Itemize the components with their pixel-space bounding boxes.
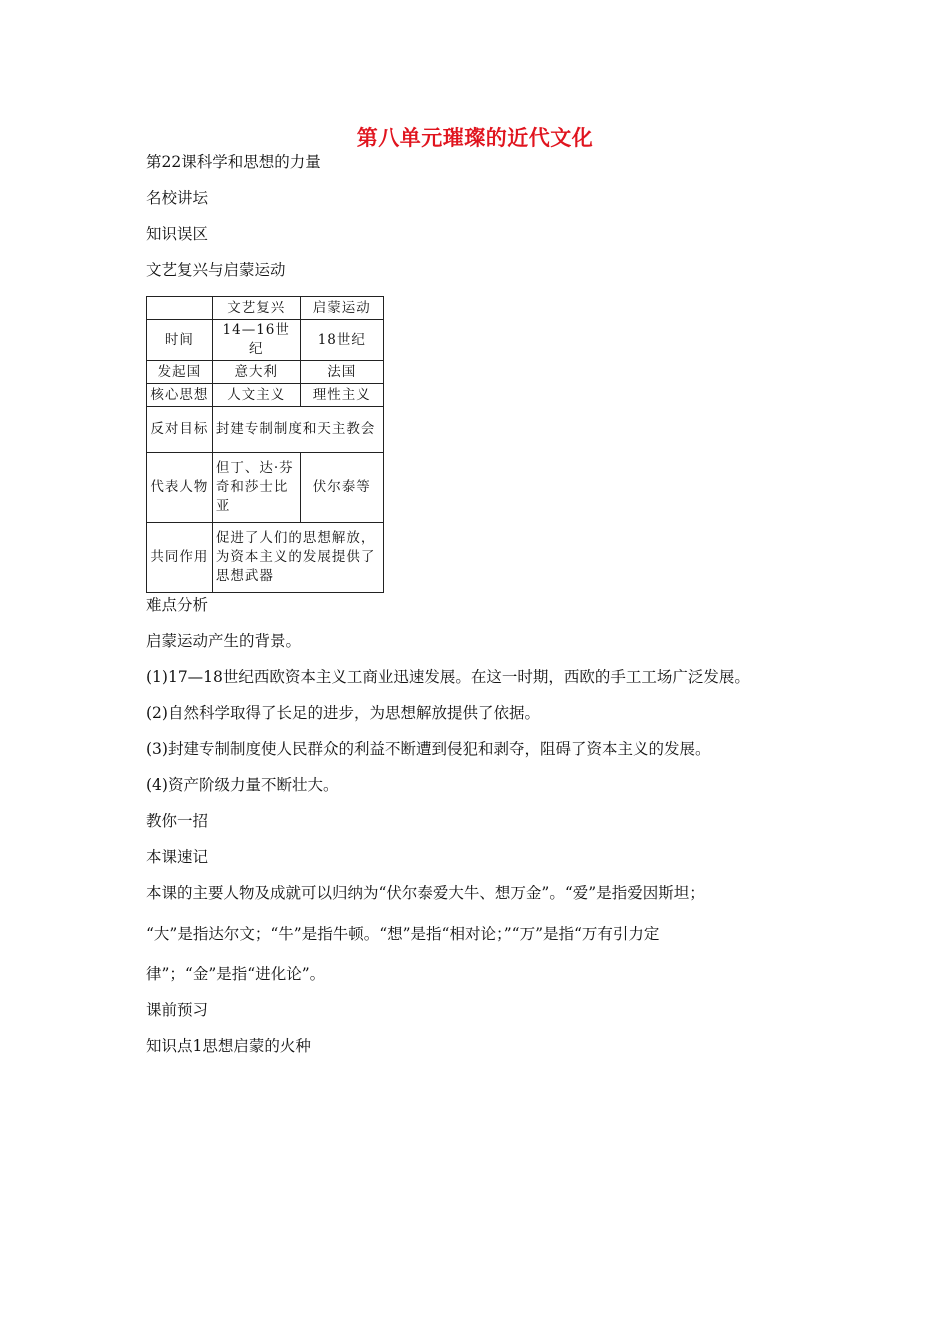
memo-line: 本课的主要人物及成就可以归纳为“伏尔泰爱大牛、想万金”。“爱”是指爱因斯坦；	[146, 884, 705, 902]
point-item: (4)资产阶级力量不断壮大。	[146, 776, 339, 794]
preview-heading: 课前预习	[146, 1001, 209, 1019]
table-merged-cell: 封建专制制度和天主教会	[212, 407, 383, 453]
section-misconception: 知识误区	[146, 225, 209, 243]
table-header-row	[147, 297, 384, 320]
row-label: 共同作用	[147, 523, 213, 593]
difficulty-heading: 难点分析	[146, 596, 209, 614]
memo-line: “大”是指达尔文；“牛”是指牛顿。“想”是指“相对论；”“万”是指“万有引力定	[146, 925, 660, 943]
row-label: 时间	[147, 320, 213, 361]
table-row	[147, 384, 384, 407]
knowledge-point: 知识点1思想启蒙的火种	[146, 1037, 311, 1055]
table-row	[147, 523, 384, 593]
row-label: 反对目标	[147, 407, 213, 453]
table-row	[147, 453, 384, 523]
table-cell: 人文主义	[212, 384, 300, 407]
table-cell: 意大利	[212, 361, 300, 384]
point-item: (2)自然科学取得了长足的进步，为思想解放提供了依据。	[146, 704, 540, 722]
row-label: 发起国	[147, 361, 213, 384]
page-title: 第八单元璀璨的近代文化	[356, 125, 594, 150]
lesson-title: 第22课科学和思想的力量	[146, 153, 321, 171]
section-famous-school: 名校讲坛	[146, 189, 209, 207]
background-heading: 启蒙运动产生的背景。	[146, 632, 302, 650]
table-row	[147, 361, 384, 384]
teach-heading: 教你一招	[146, 812, 209, 830]
table-row	[147, 320, 384, 361]
table-cell: 伏尔泰等	[300, 453, 383, 523]
point-item: (3)封建专制制度使人民群众的利益不断遭到侵犯和剥夺，阻碍了资本主义的发展。	[146, 740, 711, 758]
table-merged-cell: 促进了人们的思想解放，为资本主义的发展提供了思想武器	[212, 523, 383, 593]
table-header-cell	[147, 297, 213, 320]
table-header-cell: 文艺复兴	[212, 297, 300, 320]
table-cell: 理性主义	[300, 384, 383, 407]
table-cell: 18世纪	[300, 320, 383, 361]
table-cell: 14—16世纪	[212, 320, 300, 361]
row-label: 核心思想	[147, 384, 213, 407]
memo-heading: 本课速记	[146, 848, 209, 866]
point-item: (1)17—18世纪西欧资本主义工商业迅速发展。在这一时期，西欧的手工工场广泛发展。	[146, 668, 750, 686]
comparison-table	[146, 296, 384, 593]
table-cell: 法国	[300, 361, 383, 384]
memo-line: 律”；“金”是指“进化论”。	[146, 965, 326, 983]
table-heading: 文艺复兴与启蒙运动	[146, 261, 286, 279]
table-header-cell: 启蒙运动	[300, 297, 383, 320]
table-row	[147, 407, 384, 453]
table-cell: 但丁、达·芬奇和莎士比亚	[212, 453, 300, 523]
row-label: 代表人物	[147, 453, 213, 523]
